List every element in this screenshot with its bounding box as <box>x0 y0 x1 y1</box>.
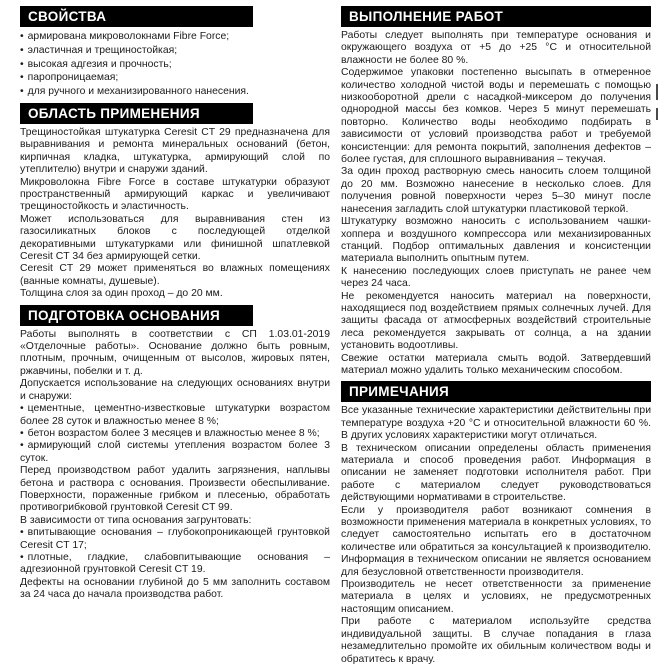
paragraph: Ceresit CT 29 может применяться во влажных помещениях (ванные комнаты, душевые). <box>20 263 330 287</box>
list-item-text: армирующий слой системы утепления возрастом более 3 суток. <box>20 440 330 464</box>
bullet-icon: • <box>20 427 24 439</box>
paragraph: Трещиностойкая штукатурка Ceresit CT 29 предназначена для выравнивания и ремонта минеральных оснований (бетон, кирпичная кладка, штукатурка, армирующий слой по утеплителю) внутри и снаружи зданий. <box>20 126 330 176</box>
section-header-application: ОБЛАСТЬ ПРИМЕНЕНИЯ <box>20 103 253 124</box>
list-item-text: бетон возрастом более 3 месяцев и влажностью менее 8 %; <box>27 427 320 439</box>
list-item <box>20 58 330 72</box>
bullet-icon: • <box>20 527 24 539</box>
paragraph: Толщина слоя за один проход – до 20 мм. <box>20 288 223 300</box>
list-item <box>20 552 330 577</box>
paragraph: За один проход растворную смесь наносить слоем толщиной до 20 мм. Возможно нанесение в несколько слоев. Для получения ровной поверхности через 5–30 минут после нанесения загладить слой штукатурки пластиковой теркой. <box>341 166 651 215</box>
list-item <box>20 71 330 85</box>
paragraph: Перед производством работ удалить загрязнения, наплывы бетона и раствора с основания. Произвести обеспыливание. Поверхности, пораженные грибком и плесенью, обработать противогрибковой грунтовкой Ceresit CT 99. <box>20 465 330 514</box>
list-item-text: армирована микроволокнами Fibre Force; <box>27 31 230 42</box>
list-item <box>20 44 330 58</box>
list-item-text: цементные, цементно-известковые штукатурки возрастом более 28 суток и влажностью менее 8 %; <box>20 403 330 427</box>
section-properties <box>20 6 330 99</box>
paragraph: В зависимости от типа основания загрунтовать: <box>20 514 252 526</box>
paragraph: К нанесению последующих слоев приступать не ранее чем через 24 часа. <box>341 265 651 290</box>
list-item-text: плотные, гладкие, слабовпитывающие основания – адгезионной грунтовкой Ceresit CT 19. <box>20 551 330 576</box>
list-item-text: паропроницаемая; <box>27 72 119 84</box>
paragraph: Штукатурку возможно наносить с использованием чашки-хоппера и воздушного компрессора или механизированных станций. Подбор оптимальных давления и консистенции материала выполнить опытным путем. <box>341 216 651 265</box>
section-header-notes: ПРИМЕЧАНИЯ <box>341 381 651 402</box>
paragraph: При работе с материалом используйте средства индивидуальной защиты. В случае попадания в глаза незамедлительно промойте их обильным количеством воды и обратитесь к врачу. <box>341 616 651 665</box>
bullet-icon: • <box>20 72 24 84</box>
bullet-icon: • <box>20 403 24 415</box>
bullet-icon: • <box>20 551 24 563</box>
list-item-text: для ручного и механизированного нанесения. <box>27 86 249 98</box>
paragraph: Допускается использование на следующих основаниях внутри и снаружи: <box>20 378 330 402</box>
list-item <box>20 85 330 99</box>
paragraph: Если у производителя работ возникают сомнения в возможности применения материала в конкретных условиях, то следует самостоятельно испытать его в достаточном количестве или обратиться за консультацией к производителю. Информация в техническом описании не является основанием для безусловной ответственности производителя. <box>341 504 651 578</box>
section-header-properties: СВОЙСТВА <box>20 6 253 27</box>
section-substrate-preparation <box>20 305 330 602</box>
list-item-text: впитывающие основания – глубокопроникающей грунтовкой Ceresit CT 17; <box>20 527 330 551</box>
list-item <box>20 527 330 552</box>
section-header-execution: ВЫПОЛНЕНИЕ РАБОТ <box>341 6 651 27</box>
section-execution <box>341 6 651 377</box>
list-item-text: эластичная и трещиностойкая; <box>27 44 178 56</box>
paragraph: Микроволокна Fibre Force в составе штукатурки образуют пространственный армирующий каркас и увеличивают трещиностойкость и эластичность. <box>20 176 330 213</box>
bullet-icon: • <box>20 58 24 70</box>
paragraph: Работы следует выполнять при температуре основания и окружающего воздуха от +5 до +25 °C и относительной влажности не более 80 %. <box>341 30 651 66</box>
paragraph: Дефекты на основании глубиной до 5 мм заполнить составом за 24 часа до начала производства работ. <box>20 576 330 601</box>
paragraph: Содержимое упаковки постепенно высыпать в отмеренное количество холодной чистой воды и перемешать с помощью низкооборотной дрели с насадкой-миксером до получения однородной массы без комков. Через 5 минут перемешать повторно. Количество воды необходимо подбирать в зависимости от условий производства работ и требуемой консистенции: для ремонта покрытий, заполнения дефектов – более густая, для сплошного выравнивания – текучая. <box>341 67 651 166</box>
list-item <box>20 403 330 428</box>
right-column <box>341 6 651 666</box>
section-application <box>20 103 330 301</box>
list-item-text: высокая адгезия и прочность; <box>27 58 172 70</box>
paragraph: Производитель не несет ответственности за применение материала в целях и условиях, не предусмотренных настоящим описанием. <box>341 579 651 615</box>
list-item <box>20 440 330 465</box>
section-header-substrate: ПОДГОТОВКА ОСНОВАНИЯ <box>20 305 253 326</box>
bullet-icon: • <box>20 440 24 452</box>
paragraph: В техническом описании определены область применения материала и способ проведения работ. Информация в описании не заменяет подготовки исполнителя работ. При работе с материалом следует руководствоваться действующими нормативами в строительстве. <box>341 442 651 504</box>
section-notes <box>341 381 651 666</box>
left-column <box>20 6 330 666</box>
list-item <box>20 30 330 44</box>
paragraph: Может использоваться для выравнивания стен из газосиликатных блоков с последующей отделкой декоративными штукатурками или финишной шпатлевкой Ceresit CT 34 без армирующей сетки. <box>20 213 330 263</box>
bullet-icon: • <box>20 86 24 98</box>
paragraph: Работы выполнять в соответствии с СП 1.03.01-2019 «Отделочные работы». Основание должно быть ровным, плотным, прочным, очищенным от высолов, жировых пятен, ржавчины, побелки и т. д. <box>20 328 330 377</box>
paragraph: Не рекомендуется наносить материал на поверхности, находящиеся под воздействием прямых солнечных лучей. Для защиты фасада от атмосферных воздействий строительные леса рекомендуется закрывать от солнца, а на здании установить водоотливы. <box>341 290 651 352</box>
paragraph: Свежие остатки материала смыть водой. Затвердевший материал можно удалить только механическим способом. <box>341 352 651 376</box>
bullet-icon: • <box>20 44 24 56</box>
bullet-icon: • <box>20 31 24 42</box>
list-item <box>20 428 330 440</box>
paragraph: Все указанные технические характеристики действительны при температуре воздуха +20 °C и относительной влажности 60 %. В других условиях характеристики могут отличаться. <box>341 405 651 442</box>
